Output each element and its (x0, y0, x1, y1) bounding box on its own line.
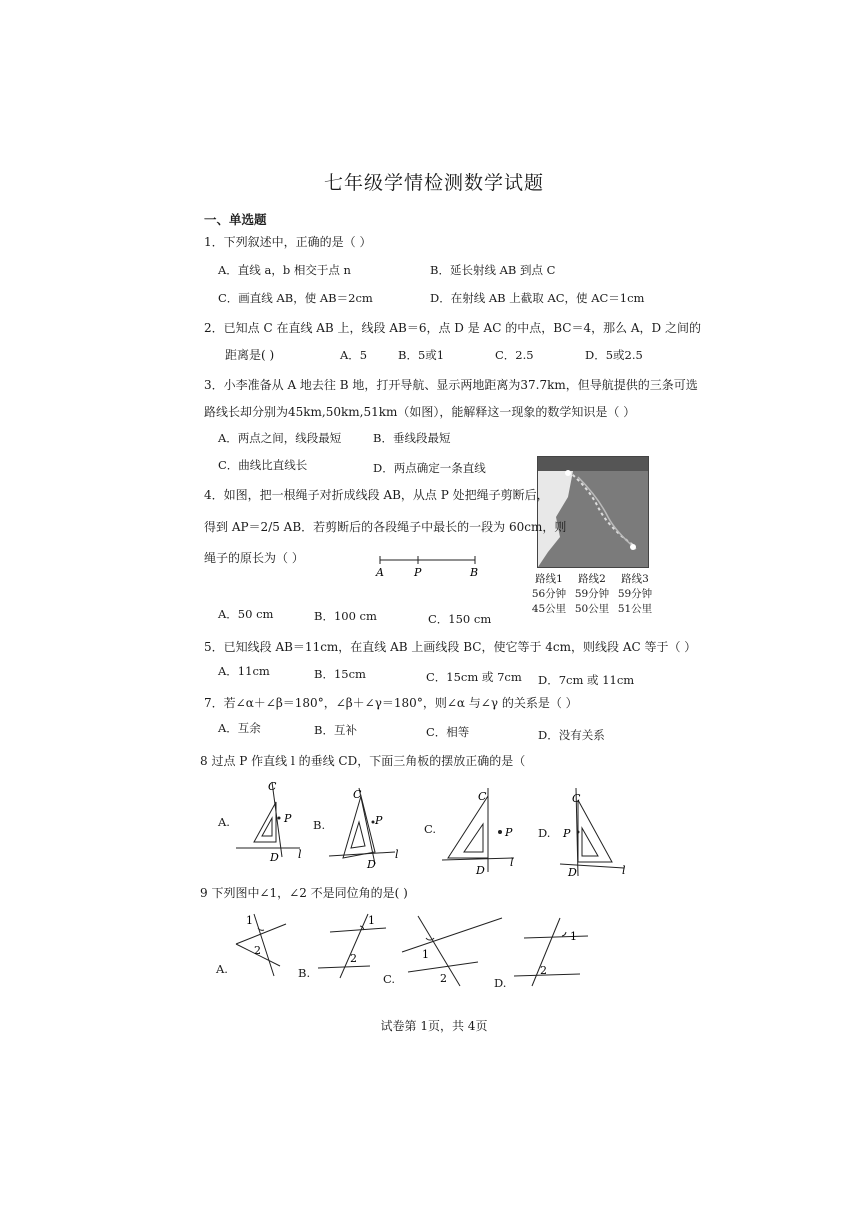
svg-text:1: 1 (246, 914, 253, 927)
q1-option-b[interactable]: B．延长射线 AB 到点 C (430, 263, 556, 277)
q5-option-b[interactable]: B．15cm (314, 667, 366, 681)
svg-text:2: 2 (440, 972, 447, 985)
svg-text:1: 1 (368, 914, 375, 927)
q9-option-c[interactable]: C. (383, 972, 396, 986)
route-3-caption: 路线3 59分钟 51公里 (617, 573, 653, 615)
q9-option-b[interactable]: B. (298, 966, 311, 980)
svg-text:C: C (572, 792, 581, 805)
question-3-stem-line2: 路线长却分别为45km,50km,51km（如图），能解释这一现象的数学知识是（ ） (204, 405, 636, 419)
q3-option-d[interactable]: D．两点确定一条直线 (373, 461, 486, 475)
q2-option-d[interactable]: D．5或2.5 (585, 348, 643, 362)
q2-option-a[interactable]: A．5 (340, 348, 368, 362)
svg-text:l: l (395, 848, 399, 861)
q9-option-d[interactable]: D. (494, 976, 507, 990)
svg-text:2: 2 (350, 952, 357, 965)
q4-option-c[interactable]: C．150 cm (428, 612, 492, 626)
q3-option-c[interactable]: C．曲线比直线长 (218, 458, 308, 472)
q4-option-a[interactable]: A．50 cm (218, 607, 274, 621)
point-p-label: P (414, 566, 422, 579)
q9-option-a[interactable]: A. (216, 962, 228, 976)
question-2-stem-line2: 距离是( ) (225, 348, 275, 362)
svg-text:l: l (510, 856, 514, 869)
q7-option-c[interactable]: C．相等 (426, 725, 470, 739)
svg-text:C: C (268, 780, 277, 793)
segment-ab-figure (370, 552, 490, 580)
q2-option-c[interactable]: C．2.5 (495, 348, 534, 362)
point-a-label: A (376, 566, 384, 579)
navigation-map-image (537, 456, 649, 568)
svg-text:C: C (478, 790, 487, 803)
section-heading: 一、单选题 (204, 212, 267, 227)
question-8-stem: 8 过点 P 作直线 l 的垂线 CD，下面三角板的摆放正确的是（ (200, 754, 526, 768)
q9-figure-c (398, 912, 508, 988)
question-2-stem: 2．已知点 C 在直线 AB 上，线段 AB＝6，点 D 是 AC 的中点，BC＝4，那么 A，D 之间的 (204, 321, 701, 335)
svg-text:1: 1 (422, 948, 429, 961)
question-4-stem-line2: 得到 AP＝2/5 AB．若剪断后的各段绳子中最长的一段为 60cm，则 (204, 520, 567, 534)
q8-figure-a (232, 772, 312, 864)
q7-option-a[interactable]: A．互余 (218, 721, 261, 735)
q5-option-d[interactable]: D．7cm 或 11cm (538, 673, 635, 687)
svg-text:P: P (375, 814, 383, 827)
question-1-stem: 1．下列叙述中，正确的是（ ） (204, 235, 372, 249)
svg-text:P: P (505, 826, 513, 839)
q8-option-c[interactable]: C. (424, 822, 437, 836)
question-9-stem: 9 下列图中∠1，∠2 不是同位角的是( ) (200, 886, 408, 900)
question-7-stem: 7．若∠α＋∠β＝180°，∠β＋∠γ＝180°，则∠α 与∠γ 的关系是（ ） (204, 696, 578, 710)
q8-option-d[interactable]: D. (538, 826, 551, 840)
route-1-caption: 路线1 56分钟 45公里 (531, 573, 567, 615)
q1-option-d[interactable]: D．在射线 AB 上截取 AC，使 AC＝1cm (430, 291, 645, 305)
svg-text:P: P (284, 812, 292, 825)
svg-text:l: l (298, 848, 302, 861)
svg-text:D: D (568, 866, 577, 879)
question-4-stem-line3: 绳子的原长为（ ） (204, 551, 304, 565)
route-2-caption: 路线2 59分钟 50公里 (574, 573, 610, 615)
svg-text:P: P (563, 827, 571, 840)
q3-option-a[interactable]: A．两点之间，线段最短 (218, 431, 342, 445)
svg-text:D: D (476, 864, 485, 877)
q1-option-c[interactable]: C．画直线 AB，使 AB＝2cm (218, 291, 373, 305)
question-3-stem: 3．小李准备从 A 地去往 B 地，打开导航、显示两地距离为37.7km，但导航提供的三条可选 (204, 378, 698, 392)
svg-text:2: 2 (540, 964, 547, 977)
q8-figure-b (325, 774, 405, 870)
svg-text:C: C (353, 788, 362, 801)
q4-option-b[interactable]: B．100 cm (314, 609, 377, 623)
q9-figure-d (510, 914, 596, 990)
svg-text:D: D (270, 851, 279, 864)
page-title: 七年级学情检测数学试题 (323, 172, 544, 194)
svg-text:2: 2 (254, 944, 261, 957)
q8-option-a[interactable]: A. (218, 815, 230, 829)
q9-figure-b (312, 910, 392, 982)
q8-figure-c (438, 780, 524, 878)
question-4-stem: 4．如图，把一根绳子对折成线段 AB，从点 P 处把绳子剪断后， (204, 488, 549, 502)
q5-option-c[interactable]: C．15cm 或 7cm (426, 670, 522, 684)
svg-text:D: D (367, 858, 376, 870)
q1-option-a[interactable]: A．直线 a，b 相交于点 n (218, 263, 351, 277)
question-5-stem: 5．已知线段 AB＝11cm，在直线 AB 上画线段 BC，使它等于 4cm，则线段 AC 等于（ ） (204, 640, 697, 654)
q2-option-b[interactable]: B．5或1 (398, 348, 445, 362)
q7-option-d[interactable]: D．没有关系 (538, 728, 605, 742)
q5-option-a[interactable]: A．11cm (218, 664, 270, 678)
point-b-label: B (470, 566, 479, 579)
svg-text:l: l (622, 864, 626, 877)
q9-figure-a (228, 910, 298, 980)
page-footer: 试卷第 1页，共 4页 (380, 1019, 488, 1033)
q8-figure-d (556, 780, 642, 880)
q3-option-b[interactable]: B．垂线段最短 (373, 431, 451, 445)
q7-option-b[interactable]: B．互补 (314, 723, 357, 737)
svg-text:1: 1 (570, 930, 577, 943)
q8-option-b[interactable]: B. (313, 818, 326, 832)
